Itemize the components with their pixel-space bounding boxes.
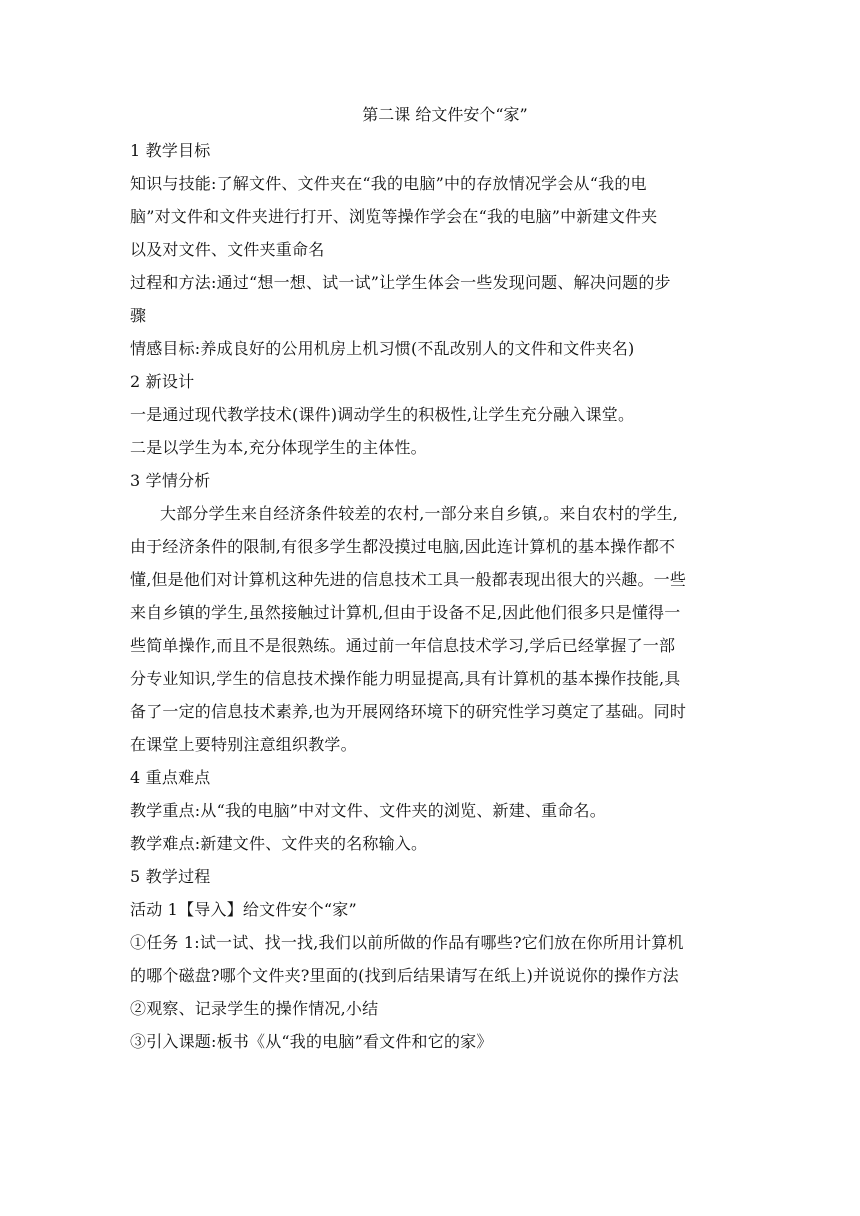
paragraph-line: 过程和方法:通过“想一想、试一试”让学生体会一些发现问题、解决问题的步 xyxy=(130,273,671,292)
paragraph-line: 些简单操作,而且不是很熟练。通过前一年信息技术学习,学后已经掌握了一部 xyxy=(130,636,676,655)
paragraph-line: 骤 xyxy=(130,306,147,325)
paragraph-line: 活动 1【导入】给文件安个“家” xyxy=(130,900,357,919)
section-heading-key-points: 4 重点难点 xyxy=(130,768,211,787)
paragraph-line: 分专业知识,学生的信息技术操作能力明显提高,具有计算机的基本操作技能,具 xyxy=(130,669,681,688)
paragraph-line: ③引入课题:板书《从“我的电脑”看文件和它的家》 xyxy=(130,1032,493,1051)
section-heading-analysis: 3 学情分析 xyxy=(130,471,211,490)
paragraph-line: 大部分学生来自经济条件较差的农村,一部分来自乡镇,。来自农村的学生, xyxy=(160,504,679,523)
section-heading-objectives: 1 教学目标 xyxy=(130,141,211,160)
paragraph-line: 在课堂上要特别注意组织教学。 xyxy=(130,735,357,754)
paragraph-line: 懂,但是他们对计算机这种先进的信息技术工具一般都表现出很大的兴趣。一些 xyxy=(130,570,687,589)
paragraph-line: 教学难点:新建文件、文件夹的名称输入。 xyxy=(130,834,428,853)
paragraph-line: 备了一定的信息技术素养,也为开展网络环境下的研究性学习奠定了基础。同时 xyxy=(130,702,687,721)
paragraph-line: 来自乡镇的学生,虽然接触过计算机,但由于设备不足,因此他们很多只是懂得一 xyxy=(130,603,681,622)
paragraph-line: 知识与技能:了解文件、文件夹在“我的电脑”中的存放情况学会从“我的电 xyxy=(130,174,647,193)
paragraph-line: 情感目标:养成良好的公用机房上机习惯(不乱改别人的文件和文件夹名) xyxy=(130,339,635,358)
paragraph-line: 一是通过现代教学技术(课件)调动学生的积极性,让学生充分融入课堂。 xyxy=(130,405,635,424)
section-heading-design: 2 新设计 xyxy=(130,372,195,391)
paragraph-line: 以及对文件、文件夹重命名 xyxy=(130,240,325,259)
paragraph-line: 二是以学生为本,充分体现学生的主体性。 xyxy=(130,438,427,457)
document-page xyxy=(130,98,730,1058)
document-title: 第二课 给文件安个“家” xyxy=(362,105,528,124)
paragraph-line: ①任务 1:试一试、找一找,我们以前所做的作品有哪些?它们放在你所用计算机 xyxy=(130,933,684,952)
paragraph-line: 教学重点:从“我的电脑”中对文件、文件夹的浏览、新建、重命名。 xyxy=(130,801,606,820)
paragraph-line: 脑”对文件和文件夹进行打开、浏览等操作学会在“我的电脑”中新建文件夹 xyxy=(130,207,658,226)
paragraph-line: 由于经济条件的限制,有很多学生都没摸过电脑,因此连计算机的基本操作都不 xyxy=(130,537,676,556)
section-heading-process: 5 教学过程 xyxy=(130,867,211,886)
paragraph-line: ②观察、记录学生的操作情况,小结 xyxy=(130,999,379,1018)
paragraph-line: 的哪个磁盘?哪个文件夹?里面的(找到后结果请写在纸上)并说说你的操作方法 xyxy=(130,966,679,985)
